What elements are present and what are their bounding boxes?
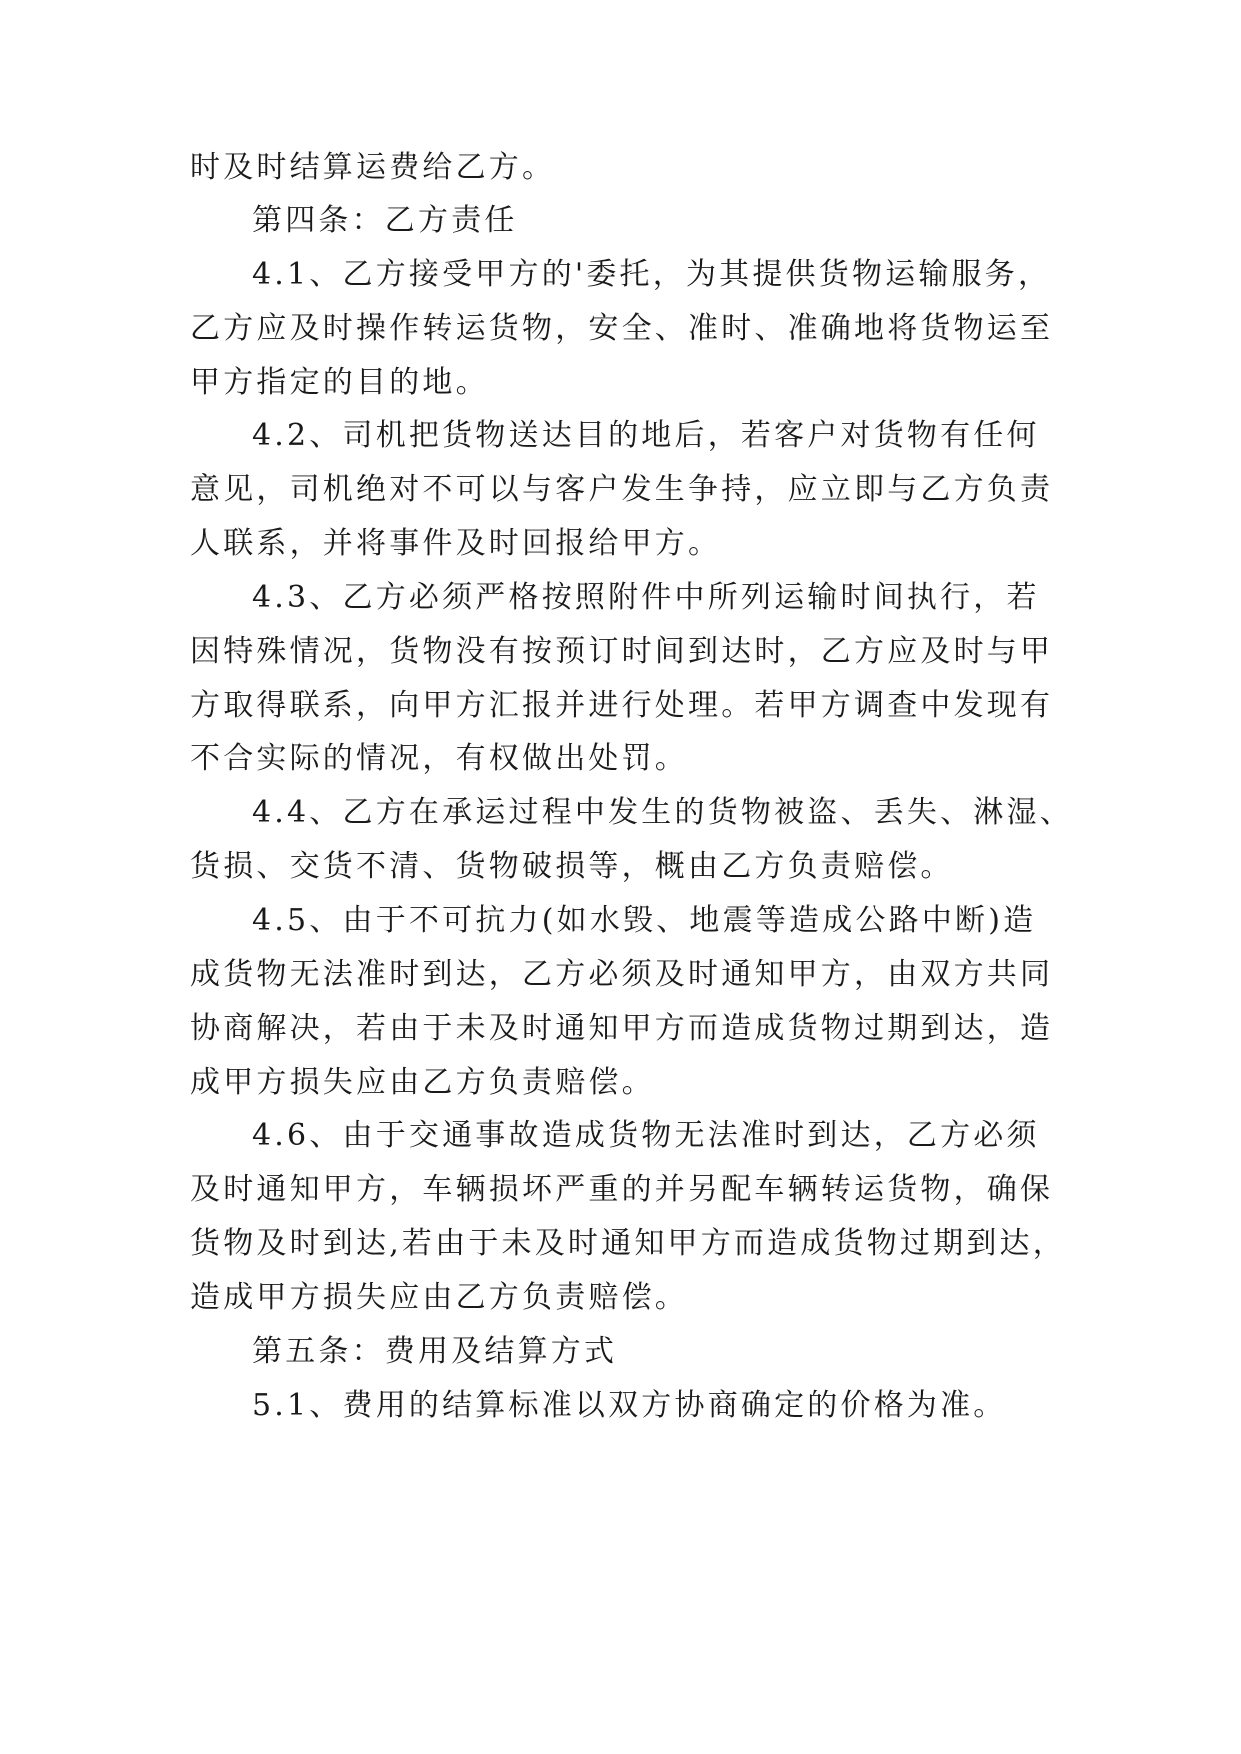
section-heading: 第五条：费用及结算方式 — [252, 1334, 618, 1369]
text-line: 因特殊情况，货物没有按预订时间到达时，乙方应及时与甲 — [190, 634, 1054, 669]
text-line: 成货物无法准时到达，乙方必须及时通知甲方，由双方共同 — [190, 957, 1054, 992]
text-line: 不合实际的情况，有权做出处罚。 — [190, 741, 688, 776]
text-line: 4.5、由于不可抗力(如水毁、地震等造成公路中断)造 — [252, 903, 1037, 938]
text-line: 成甲方损失应由乙方负责赔偿。 — [190, 1065, 655, 1100]
text-line: 4.2、司机把货物送达目的地后，若客户对货物有任何 — [252, 418, 1040, 453]
text-line: 造成甲方损失应由乙方负责赔偿。 — [190, 1280, 688, 1315]
text-line: 4.6、由于交通事故造成货物无法准时到达，乙方必须 — [252, 1118, 1040, 1153]
text-line: 货物及时到达,若由于未及时通知甲方而造成货物过期到达， — [190, 1226, 1066, 1261]
text-line: 货损、交货不清、货物破损等，概由乙方负责赔偿。 — [190, 849, 954, 884]
text-line: 意见，司机绝对不可以与客户发生争持，应立即与乙方负责 — [190, 472, 1054, 507]
text-line: 时及时结算运费给乙方。 — [190, 150, 556, 185]
section-heading: 第四条：乙方责任 — [252, 203, 518, 238]
text-line: 甲方指定的目的地。 — [190, 365, 489, 400]
text-line: 乙方应及时操作转运货物，安全、准时、准确地将货物运至 — [190, 311, 1054, 346]
text-line: 人联系，并将事件及时回报给甲方。 — [190, 526, 722, 561]
text-line: 协商解决，若由于未及时通知甲方而造成货物过期到达，造 — [190, 1011, 1054, 1046]
text-line: 5.1、费用的结算标准以双方协商确定的价格为准。 — [252, 1388, 1007, 1423]
text-line: 4.4、乙方在承运过程中发生的货物被盗、丢失、淋湿、 — [252, 795, 1073, 830]
text-line: 及时通知甲方，车辆损坏严重的并另配车辆转运货物，确保 — [190, 1172, 1054, 1207]
text-line: 4.1、乙方接受甲方的'委托，为其提供货物运输服务， — [252, 257, 1052, 292]
text-line: 方取得联系，向甲方汇报并进行处理。若甲方调查中发现有 — [190, 688, 1054, 723]
text-line: 4.3、乙方必须严格按照附件中所列运输时间执行，若 — [252, 580, 1040, 615]
